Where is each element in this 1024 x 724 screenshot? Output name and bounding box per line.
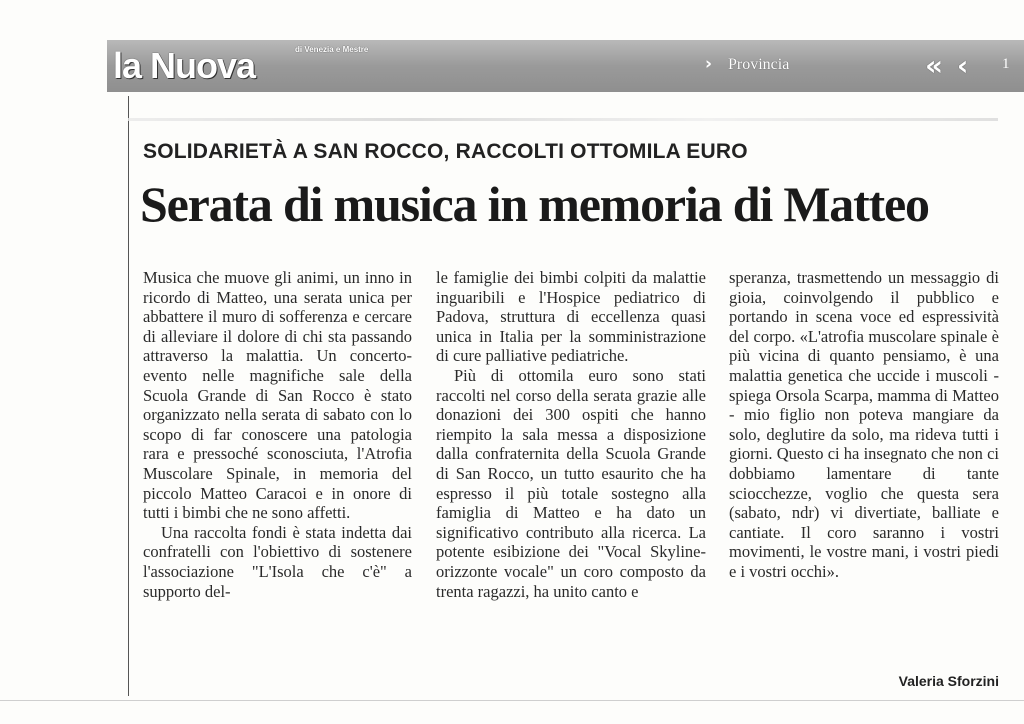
newspaper-logo: la Nuova — [113, 45, 256, 86]
article-kicker: SOLIDARIETÀ A SAN ROCCO, RACCOLTI OTTOMILA EURO — [143, 140, 748, 163]
chevron-right-icon: › — [705, 54, 713, 74]
article-column-2 — [436, 268, 706, 601]
double-chevron-left-icon: « ‹ — [925, 49, 971, 82]
article-column-3 — [729, 268, 999, 582]
masthead — [107, 40, 1024, 92]
paragraph: Una raccolta fondi è stata indetta dai confratelli con l'obiettivo di sostenere l'associazione "L'Isola che c'è" a supporto del- — [143, 522, 412, 601]
paragraph: Musica che muove gli animi, un inno in ricordo di Matteo, una serata unica per abbattere il muro di sofferenza e cercare di alleviare il dolore di chi sta passando attraverso la malattia. Un concerto-evento nelle magnifiche sale della Scuola Grande di San Rocco è stato organizzato nella serata di sabato con lo scopo di far conoscere una patologia rara e pressoché sconosciuta, l'Atrofia Muscolare Spinale, in memoria del piccolo Matteo Caracoi e in onore di tutti i bimbi che ne sono affetti. — [143, 268, 412, 523]
vertical-divider — [128, 96, 129, 696]
paragraph: le famiglie dei bimbi colpiti da malattie inguaribili e l'Hospice pediatrico di Padova, struttura di eccellenza quasi unica in Italia per la somministrazione di cure palliative pediatriche. — [436, 268, 706, 366]
section-label: Provincia — [728, 56, 790, 73]
article-headline: Serata di musica in memoria di Matteo — [140, 176, 929, 232]
article-column-1 — [143, 268, 412, 601]
top-divider — [128, 118, 998, 121]
bottom-divider — [0, 700, 1024, 701]
page-number: 1 — [1002, 56, 1010, 72]
paragraph: speranza, trasmettendo un messaggio di gioia, coinvolgendo il pubblico e portando in scena voce ed espressività del corpo. «L'atrofia muscolare spinale è più vicina di quanto pensiamo, è una malattia genetica che uccide i muscoli - spiega Orsola Scarpa, mamma di Matteo - mio figlio non poteva mangiare da solo, deglutire da solo, ma rideva tutti i giorni. Questo ci ha insegnato che non ci dobbiamo lamentare di tante sciocchezze, voglio che questa sera (sabato, ndr) vi divertiate, balliate e cantiate. Il coro saranno i vostri movimenti, le vostre mani, i vostri piedi e i vostri occhi». — [729, 268, 999, 581]
article-byline: Valeria Sforzini — [898, 673, 999, 689]
logo-subtitle: di Venezia e Mestre — [295, 45, 369, 54]
paragraph: Più di ottomila euro sono stati raccolti nel corso della serata grazie alle donazioni dei 300 ospiti che hanno riempito la sala messa a disposizione dalla confraternita della Scuola Grande di San Rocco, un tutto esaurito che ha espresso il più totale sostegno alla famiglia di Matteo e ha dato un significativo contributo alla ricerca. La potente esibizione dei "Vocal Skyline-orizzonte vocale" un coro composto da trenta ragazzi, ha unito canto e — [436, 365, 706, 601]
